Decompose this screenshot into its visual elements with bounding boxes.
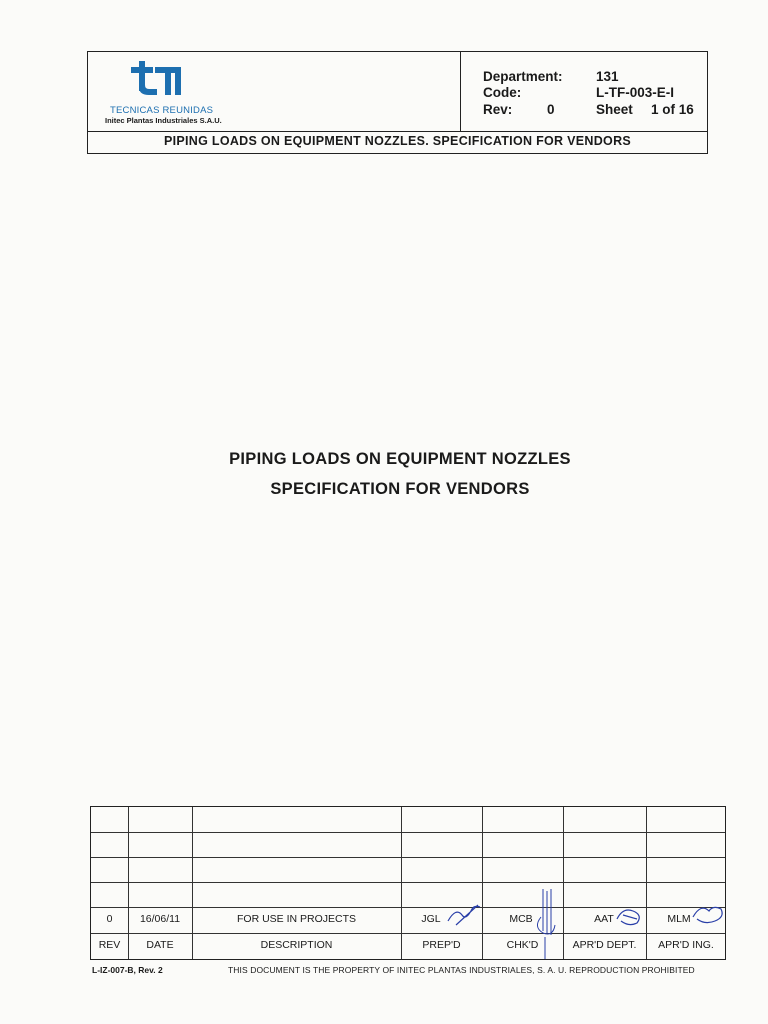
rev-cell: 0: [106, 913, 113, 925]
prepd-signature-icon: [446, 901, 486, 929]
main-title-line-1: PIPING LOADS ON EQUIPMENT NOZZLES: [229, 450, 571, 468]
description-header: DESCRIPTION: [260, 939, 333, 951]
aprd-ing-header: APR'D ING.: [658, 939, 714, 951]
document-meta: [461, 52, 707, 131]
company-name: TECNICAS REUNIDAS: [110, 105, 214, 116]
chkd-header: CHK'D: [506, 939, 539, 951]
aprd-dept-cell: AAT: [594, 913, 614, 925]
rev-label: Rev:: [483, 102, 513, 117]
main-title-line-2: SPECIFICATION FOR VENDORS: [270, 480, 530, 498]
company-logo-icon: [129, 61, 185, 101]
aprd-ing-signature-icon: [691, 901, 725, 927]
date-cell: 16/06/11: [139, 913, 181, 925]
code-label: Code:: [483, 85, 522, 100]
aprd-dept-header: APR'D DEPT.: [572, 939, 637, 951]
document-header: [87, 51, 708, 154]
date-header: DATE: [146, 939, 174, 951]
code-value: L-TF-003-E-I: [596, 85, 675, 100]
sheet-label: Sheet: [596, 102, 633, 117]
property-note: THIS DOCUMENT IS THE PROPERTY OF INITEC PLANTAS INDUSTRIALES, S. A. U. REPRODUCTION PROHIBITED: [228, 965, 695, 975]
rev-value: 0: [547, 102, 555, 117]
sheet-value: 1 of 16: [651, 102, 694, 117]
chkd-cell: MCB: [509, 913, 533, 925]
description-cell: FOR USE IN PROJECTS: [236, 913, 356, 925]
aprd-ing-cell: MLM: [667, 913, 691, 925]
rev-header: REV: [98, 939, 121, 951]
revision-table: [90, 806, 726, 960]
department-value: 131: [596, 69, 619, 84]
form-code: L-IZ-007-B, Rev. 2: [92, 965, 163, 975]
logo-cell: [88, 52, 461, 131]
aprd-dept-signature-icon: [615, 905, 645, 927]
header-top-row: [88, 52, 707, 132]
department-label: Department:: [483, 69, 563, 84]
prepd-header: PREP'D: [422, 939, 461, 951]
header-document-title: PIPING LOADS ON EQUIPMENT NOZZLES. SPECIFICATION FOR VENDORS: [163, 134, 632, 148]
prepd-cell: JGL: [421, 913, 441, 925]
company-subname: Initec Plantas Industriales S.A.U.: [105, 116, 222, 125]
